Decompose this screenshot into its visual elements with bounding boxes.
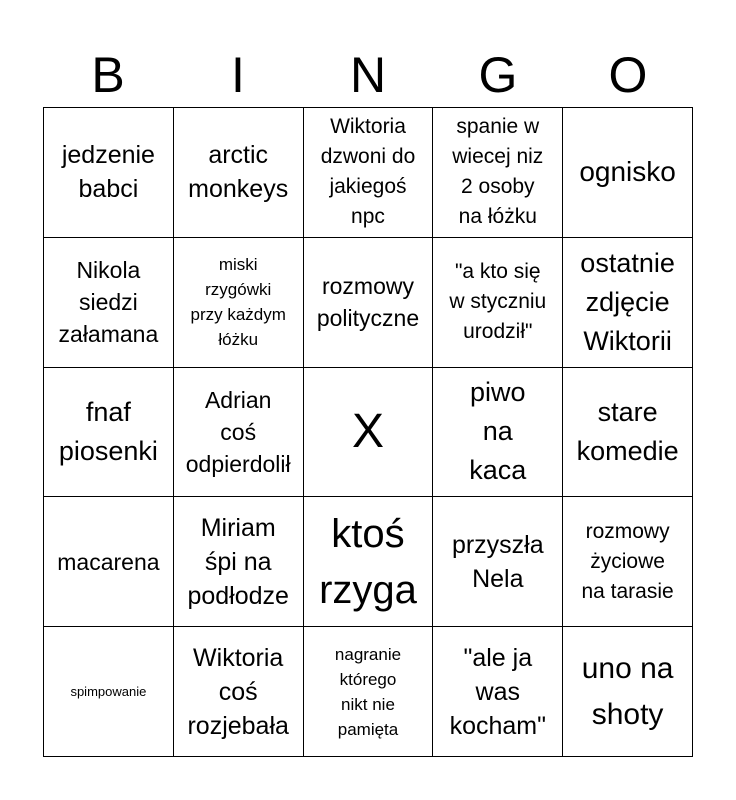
cell-text: nagranie którego nikt nie pamięta <box>334 644 402 739</box>
cell-text: piwo na kaca <box>469 377 527 486</box>
cell-text: miski rzygówki przy każdym łóżku <box>190 255 286 350</box>
bingo-cell-r4c4[interactable] <box>433 497 563 627</box>
bingo-cell-r2c3[interactable] <box>304 238 434 368</box>
cell-text: arctic monkeys <box>188 141 289 204</box>
cell-text: jedzenie babci <box>61 141 155 204</box>
bingo-cell-r5c2[interactable] <box>174 627 304 757</box>
cell-text: Nikola siedzi załamana <box>58 257 159 348</box>
bingo-cell-r3c5[interactable] <box>563 368 693 498</box>
cell-text: stare komedie <box>576 396 679 466</box>
bingo-cell-r2c5[interactable] <box>563 238 693 368</box>
bingo-cell-r2c2[interactable] <box>174 238 304 368</box>
bingo-cell-r2c1[interactable] <box>44 238 174 368</box>
cell-text: rozmowy życiowe na tarasie <box>581 519 674 603</box>
cell-text: spimpowanie <box>70 683 147 699</box>
bingo-cell-r5c4[interactable] <box>433 627 563 757</box>
bingo-cell-r4c1[interactable] <box>44 497 174 627</box>
cell-text: macarena <box>57 548 160 575</box>
cell-text: Wiktoria dzwoni do jakiegoś npc <box>320 115 416 229</box>
cell-text: ostatnie zdjęcie Wiktorii <box>580 247 675 356</box>
header-letter-g: G <box>478 47 518 103</box>
cell-text: "a kto się w styczniu urodził" <box>449 260 547 344</box>
cell-text: ognisko <box>579 156 676 188</box>
bingo-cell-r3c1[interactable] <box>44 368 174 498</box>
header-letter-b: B <box>91 47 125 103</box>
bingo-cell-r2c4[interactable] <box>433 238 563 368</box>
bingo-cell-r1c3[interactable] <box>304 108 434 238</box>
bingo-cell-r5c3[interactable] <box>304 627 434 757</box>
cell-text: przyszła Nela <box>451 530 544 593</box>
cell-text: fnaf piosenki <box>58 396 158 466</box>
bingo-board <box>43 107 693 757</box>
bingo-cell-r3c2[interactable] <box>174 368 304 498</box>
bingo-cell-r5c1[interactable] <box>44 627 174 757</box>
header-letter-i: I <box>231 47 245 103</box>
bingo-cell-r1c4[interactable] <box>433 108 563 238</box>
cell-text: ktoś rzyga <box>319 511 417 612</box>
bingo-cell-r1c2[interactable] <box>174 108 304 238</box>
bingo-cell-r3c4[interactable] <box>433 368 563 498</box>
bingo-cell-r1c5[interactable] <box>563 108 693 238</box>
cell-text: Adrian coś odpierdolił <box>185 386 291 477</box>
header-letter-o: O <box>608 47 648 103</box>
bingo-header <box>43 44 693 106</box>
cell-text: Wiktoria coś rozjebała <box>187 643 289 740</box>
cell-text: Miriam śpi na podłodze <box>187 513 289 610</box>
bingo-cell-r3c3[interactable] <box>304 368 434 498</box>
bingo-cell-r5c5[interactable] <box>563 627 693 757</box>
header-letter-n: N <box>349 47 387 103</box>
bingo-cell-r4c3[interactable] <box>304 497 434 627</box>
bingo-cell-r4c2[interactable] <box>174 497 304 627</box>
cell-text: uno na shoty <box>581 651 674 731</box>
cell-text: "ale ja was kocham" <box>449 643 546 740</box>
bingo-cell-r4c5[interactable] <box>563 497 693 627</box>
free-space-mark: X <box>351 404 384 458</box>
bingo-cell-r1c1[interactable] <box>44 108 174 238</box>
cell-text: rozmowy polityczne <box>316 273 420 332</box>
cell-text: spanie w wiecej niz 2 osoby na łóżku <box>452 115 544 229</box>
